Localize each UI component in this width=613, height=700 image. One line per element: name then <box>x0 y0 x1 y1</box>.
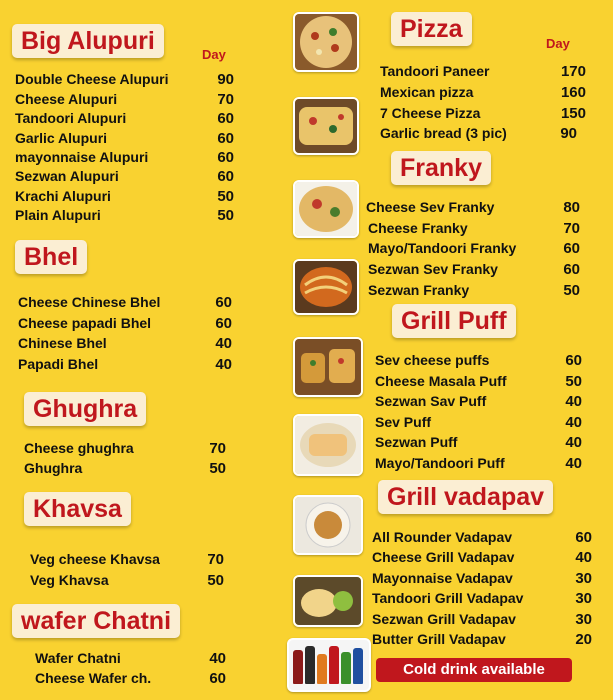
menu-price: 70 <box>563 220 580 237</box>
menu-price: 40 <box>565 455 582 472</box>
menu-price: 40 <box>565 393 582 410</box>
cold-drink-banner: Cold drink available <box>376 658 572 682</box>
menu-price: 70 <box>207 551 224 568</box>
menu-item: Double Cheese Alupuri <box>15 71 169 87</box>
menu-price: 50 <box>209 460 226 477</box>
menu-item: Cheese Chinese Bhel <box>18 294 161 310</box>
menu-item: Krachi Alupuri <box>15 188 111 204</box>
menu-item: Cheese Masala Puff <box>375 373 507 389</box>
menu-item: Mayo/Tandoori Franky <box>368 240 517 256</box>
menu-item: Tandoori Paneer <box>380 63 490 79</box>
menu-price: 50 <box>207 572 224 589</box>
menu-item: Ghughra <box>24 460 83 476</box>
heading-wafer-chatni: wafer Chatni <box>12 604 180 638</box>
menu-item: Cheese Wafer ch. <box>35 670 152 686</box>
menu-item: Wafer Chatni <box>35 650 121 666</box>
heading-khavsa: Khavsa <box>24 492 131 526</box>
menu-item: Sezwan Franky <box>368 282 470 298</box>
cold-drinks-photo <box>287 638 371 692</box>
menu-item: Sev cheese puffs <box>375 352 490 368</box>
menu-item: Cheese Franky <box>368 220 468 236</box>
menu-price: 60 <box>217 149 234 166</box>
menu-item: Garlic bread (3 pic) <box>380 125 507 141</box>
menu-item: Sezwan Grill Vadapav <box>372 611 516 627</box>
menu-item: Papadi Bhel <box>18 356 99 372</box>
pizza-photo-1 <box>293 12 359 72</box>
day-label-pizza: Day <box>546 36 570 51</box>
menu-price: 40 <box>575 549 592 566</box>
menu-price: 60 <box>563 261 580 278</box>
menu-price: 60 <box>215 294 232 311</box>
heading-pizza: Pizza <box>391 12 472 46</box>
menu-price: 160 <box>560 84 586 101</box>
menu-item: mayonnaise Alupuri <box>15 149 149 165</box>
menu-price: 70 <box>217 91 234 108</box>
menu-price: 40 <box>565 434 582 451</box>
heading-ghughra: Ghughra <box>24 392 146 426</box>
menu-price: 60 <box>565 352 582 369</box>
menu-price: 150 <box>560 105 586 122</box>
menu-item: Tandoori Alupuri <box>15 110 127 126</box>
menu-price: 70 <box>209 440 226 457</box>
menu-item: Garlic Alupuri <box>15 130 108 146</box>
menu-price: 60 <box>217 110 234 127</box>
puff-photo-1 <box>293 337 363 397</box>
menu-item: Chinese Bhel <box>18 335 107 351</box>
menu-price: 90 <box>217 71 234 88</box>
menu-price: 50 <box>563 282 580 299</box>
heading-bhel: Bhel <box>15 240 87 274</box>
menu-price: 90 <box>560 125 577 142</box>
menu-price: 60 <box>563 240 580 257</box>
menu-item: Sezwan Alupuri <box>15 168 119 184</box>
menu-item: 7 Cheese Pizza <box>380 105 481 121</box>
wafer-photo <box>293 575 363 627</box>
menu-price: 40 <box>215 356 232 373</box>
menu-price: 40 <box>209 650 226 667</box>
menu-item: All Rounder Vadapav <box>372 529 513 545</box>
menu-item: Veg cheese Khavsa <box>30 551 160 567</box>
menu-item: Mayonnaise Vadapav <box>372 570 513 586</box>
menu-price: 170 <box>560 63 586 80</box>
menu-price: 40 <box>215 335 232 352</box>
menu-price: 60 <box>209 670 226 687</box>
puff-photo-2 <box>293 414 363 476</box>
heading-grill-vadapav: Grill vadapav <box>378 480 553 514</box>
menu-item: Sezwan Sav Puff <box>375 393 487 409</box>
menu-item: Sezwan Puff <box>375 434 458 450</box>
menu-item: Tandoori Grill Vadapav <box>372 590 524 606</box>
franky-photo-2 <box>293 259 359 315</box>
menu-price: 30 <box>575 611 592 628</box>
menu-item: Sezwan Sev Franky <box>368 261 498 277</box>
menu-price: 60 <box>215 315 232 332</box>
menu-price: 50 <box>565 373 582 390</box>
menu-item: Cheese Sev Franky <box>366 199 495 215</box>
menu-item: Sev Puff <box>375 414 432 430</box>
menu-price: 30 <box>575 590 592 607</box>
vadapav-photo-1 <box>293 495 363 555</box>
menu-price: 50 <box>217 188 234 205</box>
menu-price: 60 <box>575 529 592 546</box>
heading-big-alupuri: Big Alupuri <box>12 24 164 58</box>
menu-price: 80 <box>563 199 580 216</box>
menu-item: Veg Khavsa <box>30 572 109 588</box>
menu-price: 40 <box>565 414 582 431</box>
heading-grill-puff: Grill Puff <box>392 304 516 338</box>
pizza-photo-2 <box>293 97 359 155</box>
menu-price: 60 <box>217 130 234 147</box>
menu-item: Cheese Grill Vadapav <box>372 549 515 565</box>
menu-price: 20 <box>575 631 592 648</box>
menu-price: 60 <box>217 168 234 185</box>
menu-price: 30 <box>575 570 592 587</box>
menu-item: Butter Grill Vadapav <box>372 631 506 647</box>
heading-franky: Franky <box>391 151 491 185</box>
menu-item: Cheese Alupuri <box>15 91 118 107</box>
day-label-alupuri: Day <box>202 47 226 62</box>
franky-photo-1 <box>293 180 359 238</box>
menu-price: 50 <box>217 207 234 224</box>
menu-item: Cheese ghughra <box>24 440 134 456</box>
menu-item: Cheese papadi Bhel <box>18 315 152 331</box>
menu-item: Mexican pizza <box>380 84 474 100</box>
menu-item: Mayo/Tandoori Puff <box>375 455 505 471</box>
menu-item: Plain Alupuri <box>15 207 101 223</box>
